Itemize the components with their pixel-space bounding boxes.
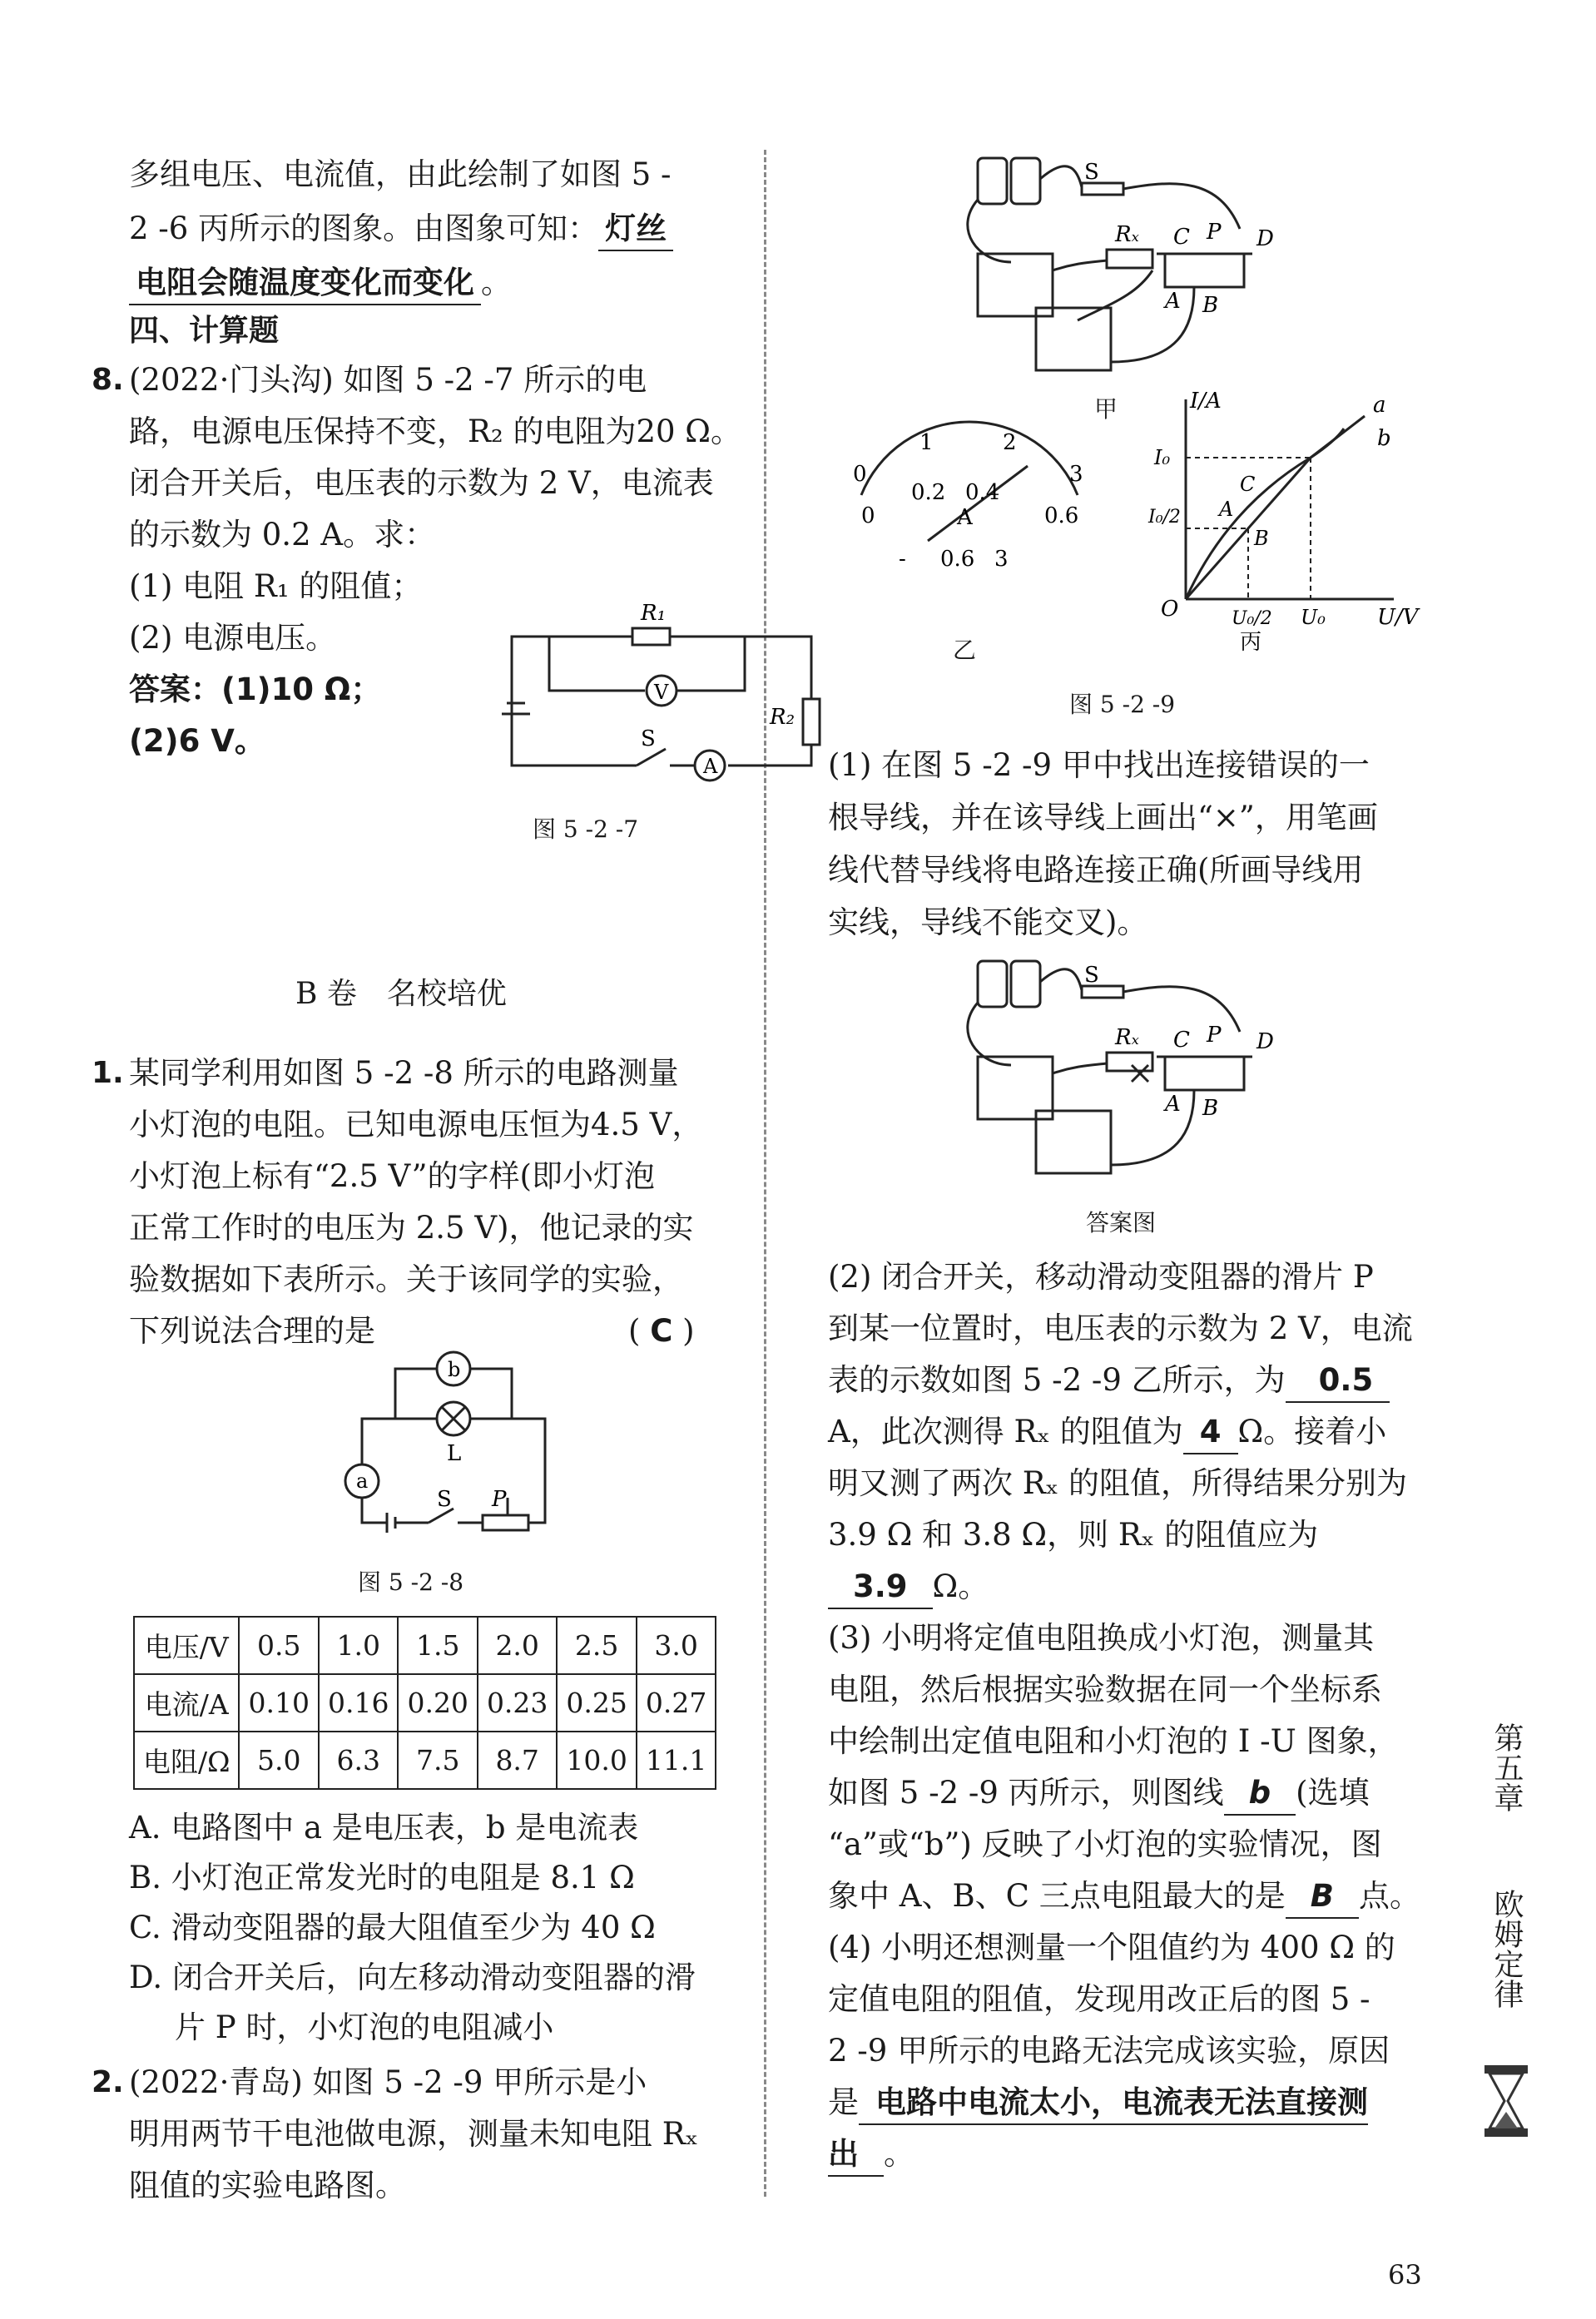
- circuit-figure-5-2-7: [495, 599, 828, 782]
- q1-line: 验数据如下表所示。关于该同学的实验，: [129, 1261, 683, 1297]
- p2-line: 明又测了两次 Rₓ 的阻值，所得结果分别为: [828, 1465, 1408, 1501]
- voltmeter-symbol: V: [654, 681, 669, 704]
- q1-answer-bracket: ( C ): [628, 1313, 695, 1349]
- option-d-cont: 片 P 时，小灯泡的电阻减小: [175, 2009, 554, 2045]
- p1-line: 根导线，并在该导线上画出“×”，用笔画: [828, 800, 1378, 835]
- intro-text: 2 -6 丙所示的图象。由图象可知：: [129, 211, 599, 246]
- terminal-label: 3: [994, 547, 1009, 572]
- i0-tick: I₀: [1154, 446, 1171, 469]
- p4-text: 。: [884, 2136, 914, 2172]
- p1-line: (1) 在图 5 -2 -9 甲中找出连接错误的一: [828, 747, 1370, 783]
- ammeter-symbol: A: [703, 755, 718, 778]
- dial-bottom-tick: 0.6: [1044, 503, 1079, 528]
- p3-text: (选填: [1296, 1775, 1370, 1811]
- p2-answer-2: 4: [1183, 1411, 1238, 1454]
- p4-line: [828, 2082, 1368, 2125]
- meter-b-label: b: [448, 1358, 461, 1381]
- q8-answer: 答案：(1)10 Ω；: [129, 671, 382, 707]
- d-label: D: [1256, 226, 1274, 251]
- p3-text: 如图 5 -2 -9 丙所示，则图线: [828, 1775, 1224, 1811]
- q8-line: (2022·门头沟) 如图 5 -2 -7 所示的电: [129, 362, 647, 398]
- p2-line: 3.9 Ω 和 3.8 Ω，则 Rₓ 的阻值应为: [828, 1517, 1319, 1553]
- table-cell: 2.0: [478, 1617, 557, 1674]
- p2-text: 表的示数如图 5 -2 -9 乙所示，为: [828, 1362, 1286, 1398]
- p-label: P: [1207, 220, 1222, 245]
- u0-half-tick: U₀/2: [1232, 608, 1272, 629]
- section-title: 四、计算题: [129, 314, 280, 348]
- table-cell: 电流/A: [134, 1674, 239, 1732]
- fig-caption-5-2-9: 图 5 -2 -9: [1069, 691, 1176, 718]
- dial-bottom-tick: 0: [861, 503, 875, 528]
- q1-answer: C: [650, 1313, 673, 1349]
- p3-text: 象中 A、B、C 三点电阻最大的是: [828, 1878, 1286, 1914]
- slider-p-label: P: [492, 1487, 507, 1512]
- p4-answer-cont: 出: [828, 2133, 884, 2177]
- hourglass-icon: [1483, 2064, 1529, 2138]
- c-label: C: [1173, 225, 1190, 250]
- r1-label: R₁: [641, 601, 666, 626]
- fig-caption-5-2-7: 图 5 -2 -7: [533, 815, 639, 843]
- curve-b-label: b: [1377, 426, 1391, 451]
- switch-s-label: S: [1084, 160, 1099, 185]
- table-cell: 0.5: [239, 1617, 318, 1674]
- p2-text: A，此次测得 Rₓ 的阻值为: [828, 1414, 1183, 1449]
- q8-answer: (2)6 V。: [129, 723, 265, 759]
- q2-line: 明用两节干电池做电源，测量未知电阻 Rₓ: [129, 2116, 699, 2152]
- b-section-title: B 卷 名校培优: [295, 977, 507, 1011]
- switch-s-label: S: [1084, 963, 1099, 988]
- b-label: B: [1202, 1096, 1219, 1121]
- intro-answer-1: 灯丝: [598, 208, 673, 251]
- p3-line: [828, 1772, 1370, 1816]
- page-number: 63: [1388, 2259, 1422, 2291]
- column-divider: [764, 150, 766, 2197]
- table-cell: 1.5: [398, 1617, 477, 1674]
- point-c-label: C: [1240, 473, 1256, 496]
- terminal-label: -: [899, 547, 906, 572]
- p4-line: (4) 小明还想测量一个阻值约为 400 Ω 的: [828, 1930, 1395, 1965]
- q1-line: 小灯泡上标有“2.5 V”的字样(即小灯泡: [129, 1158, 655, 1194]
- p4-line: 定值电阻的阻值，发现用改正后的图 5 -: [828, 1981, 1370, 2017]
- p3-line: (3) 小明将定值电阻换成小灯泡，测量其: [828, 1620, 1375, 1656]
- option-b: B. 小灯泡正常发光时的电阻是 8.1 Ω: [129, 1860, 635, 1895]
- lamp-label: L: [447, 1441, 462, 1466]
- p1-line: 线代替导线将电路连接正确(所画导线用: [828, 852, 1364, 888]
- q1-number: 1.: [92, 1056, 124, 1090]
- p2-text: Ω。接着小: [1237, 1414, 1387, 1449]
- table-cell: 8.7: [478, 1732, 557, 1789]
- q2-line: (2022·青岛) 如图 5 -2 -9 甲所示是小: [129, 2064, 647, 2100]
- bing-label: 丙: [1240, 630, 1262, 655]
- table-cell: 电阻/Ω: [134, 1732, 239, 1789]
- dial-bottom-tick: 0.4: [965, 480, 1000, 505]
- p3-line: 中绘制出定值电阻和小灯泡的 I -U 图象，: [828, 1723, 1399, 1759]
- p1-line: 实线，导线不能交叉)。: [828, 904, 1148, 940]
- terminal-label: 0.6: [940, 547, 975, 572]
- p2-text: Ω。: [932, 1568, 989, 1604]
- q8-line: 的示数为 0.2 A。求：: [129, 517, 436, 552]
- p3-answer-1: b: [1224, 1772, 1296, 1816]
- chapter-number: 第五章: [1489, 1722, 1524, 1812]
- circuit-figure-5-2-8: [329, 1344, 578, 1535]
- table-cell: 7.5: [398, 1732, 477, 1789]
- p2-line: 到某一位置时，电压表的示数为 2 V，电流: [828, 1311, 1413, 1346]
- point-b-label: B: [1254, 527, 1269, 550]
- table-cell: 6.3: [319, 1732, 398, 1789]
- chapter-title: [1477, 1889, 1535, 2009]
- iu-graph-bing: [1144, 391, 1427, 666]
- c-label: C: [1173, 1028, 1190, 1053]
- a-label: A: [1165, 289, 1181, 314]
- p3-line: 电阻，然后根据实验数据在同一个坐标系: [828, 1672, 1382, 1707]
- table-cell: 11.1: [637, 1732, 716, 1789]
- table-cell: 10.0: [557, 1732, 636, 1789]
- dial-top-tick: 1: [919, 430, 934, 455]
- dial-top-tick: 3: [1069, 462, 1083, 487]
- i0-half-tick: I₀/2: [1148, 507, 1181, 528]
- answer-figure: [944, 949, 1294, 1190]
- fig-caption-5-2-8: 图 5 -2 -8: [358, 1568, 464, 1596]
- q8-line: 路，电源电压保持不变，R₂ 的电阻为20 Ω。: [129, 414, 741, 449]
- q2-number: 2.: [92, 2065, 124, 2099]
- p-label: P: [1207, 1023, 1222, 1048]
- dial-unit: A: [957, 505, 973, 530]
- p2-answer-3: 3.9: [828, 1566, 933, 1609]
- option-a: A. 电路图中 a 是电压表，b 是电流表: [129, 1810, 639, 1846]
- dial-top-tick: 0: [853, 462, 867, 487]
- p4-line: 2 -9 甲所示的电路无法完成该实验，原因: [828, 2033, 1390, 2069]
- ammeter-dial-yi: [828, 416, 1111, 582]
- jia-label: 甲: [1094, 395, 1118, 423]
- intro-line-2: [129, 208, 673, 251]
- p2-line: [828, 1411, 1386, 1454]
- x-axis-label: U/V: [1377, 605, 1419, 630]
- point-a-label: A: [1219, 498, 1234, 521]
- apparatus-figure-jia: [944, 146, 1294, 387]
- dial-top-tick: 2: [1003, 430, 1017, 455]
- table-cell: 3.0: [637, 1617, 716, 1674]
- table-cell: 2.5: [557, 1617, 636, 1674]
- a-label: A: [1165, 1092, 1181, 1117]
- table-cell: 0.23: [478, 1674, 557, 1732]
- q1-line: 某同学利用如图 5 -2 -8 所示的电路测量: [129, 1055, 679, 1091]
- p3-line: [828, 1876, 1420, 1919]
- q8-line: (2) 电源电压。: [129, 620, 337, 656]
- rx-label: Rₓ: [1115, 222, 1139, 247]
- p4-answer: 电路中电流太小，电流表无法直接测: [859, 2082, 1368, 2125]
- table-cell: 0.16: [319, 1674, 398, 1732]
- dial-bottom-tick: 0.2: [911, 480, 946, 505]
- p2-answer-1: 0.5: [1286, 1360, 1390, 1403]
- table-cell: 5.0: [239, 1732, 318, 1789]
- table-cell: 电压/V: [134, 1617, 239, 1674]
- switch-label: S: [437, 1487, 452, 1512]
- p3-line: “a”或“b”) 反映了小灯泡的实验情况，图: [828, 1826, 1382, 1862]
- u0-tick: U₀: [1301, 606, 1326, 629]
- intro-answer-2: 电阻会随温度变化而变化: [129, 262, 481, 305]
- chapter-title-text: 欧姆定律: [1489, 1889, 1524, 2009]
- r2-label: R₂: [770, 705, 795, 730]
- b-label: B: [1202, 293, 1219, 318]
- intro-line-1: 多组电压、电流值，由此绘制了如图 5 -: [129, 156, 672, 192]
- switch-label: S: [641, 726, 656, 751]
- q2-line: 阻值的实验电路图。: [129, 2168, 406, 2203]
- table-cell: 0.20: [398, 1674, 477, 1732]
- q8-line: (1) 电阻 R₁ 的阻值；: [129, 568, 423, 604]
- p3-answer-2: B: [1286, 1876, 1359, 1919]
- table-cell: 0.10: [239, 1674, 318, 1732]
- table-row: [134, 1732, 716, 1789]
- p4-text: 是: [828, 2084, 859, 2120]
- p2-line: (2) 闭合开关，移动滑动变阻器的滑片 P: [828, 1259, 1374, 1295]
- answer-fig-caption: 答案图: [1086, 1209, 1157, 1236]
- option-c: C. 滑动变阻器的最大阻值至少为 40 Ω: [129, 1910, 656, 1945]
- q1-line: 正常工作时的电压为 2.5 V)，他记录的实: [129, 1210, 694, 1246]
- meter-a-label: a: [356, 1469, 369, 1493]
- table-row: [134, 1617, 716, 1674]
- y-axis-label: I/A: [1190, 391, 1222, 414]
- q1-line: 下列说法合理的是: [129, 1313, 375, 1349]
- q8-line: 闭合开关后，电压表的示数为 2 V，电流表: [129, 465, 714, 501]
- chapter-label: [1477, 1722, 1535, 1812]
- p3-text: 点。: [1358, 1878, 1420, 1914]
- q1-line: 小灯泡的电阻。已知电源电压恒为4.5 V，: [129, 1107, 703, 1142]
- p4-line: [828, 2133, 914, 2177]
- table-cell: 0.25: [557, 1674, 636, 1732]
- table-cell: 1.0: [319, 1617, 398, 1674]
- table-cell: 0.27: [637, 1674, 716, 1732]
- intro-line-3: 电阻会随温度变化而变化 。: [129, 262, 512, 305]
- curve-a-label: a: [1373, 393, 1386, 418]
- rx-label: Rₓ: [1115, 1025, 1139, 1050]
- yi-label: 乙: [953, 637, 977, 664]
- origin-label: O: [1161, 597, 1179, 622]
- p2-line: [828, 1360, 1390, 1403]
- p2-line: [828, 1566, 989, 1609]
- data-table: [133, 1616, 716, 1790]
- q8-number: 8.: [92, 363, 124, 397]
- option-d: D. 闭合开关后，向左移动滑动变阻器的滑: [129, 1960, 696, 1995]
- d-label: D: [1256, 1029, 1274, 1054]
- table-row: [134, 1674, 716, 1732]
